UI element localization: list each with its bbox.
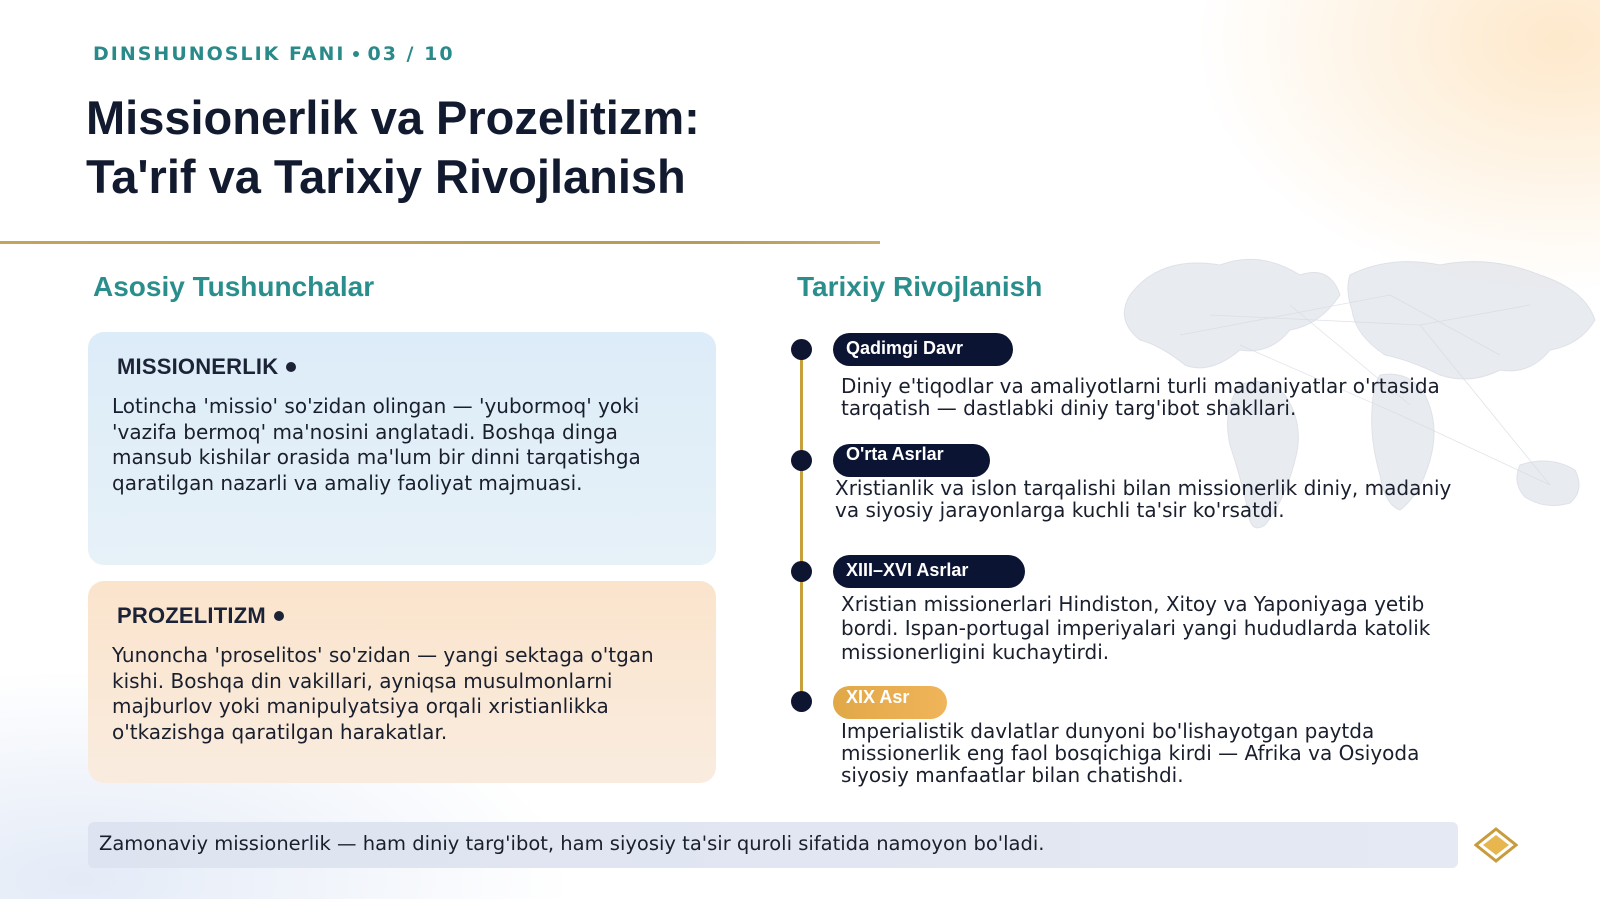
timeline-dot bbox=[791, 339, 812, 360]
title-line-1: Missionerlik va Prozelitizm: bbox=[86, 91, 700, 144]
timeline-label: XIX Asr bbox=[833, 686, 947, 719]
card-heading bbox=[117, 354, 692, 380]
timeline-label: XIII–XVI Asrlar bbox=[833, 555, 1025, 588]
timeline-text: Imperialistik davlatlar dunyoni bo'lishayotgan paytda missionerlik eng faol bosqichiga kirdi — Afrika va Osiyoda siyosiy manfaatlar bilan chatishdi. bbox=[841, 719, 1420, 787]
timeline-text: Diniy e'tiqodlar va amaliyotlarni turli madaniyatlar o'rtasida tarqatish — dastlabki diniy targ'ibot shakllari. bbox=[841, 374, 1440, 420]
slide-kicker bbox=[93, 43, 455, 65]
section-title-concepts: Asosiy Tushunchalar bbox=[93, 271, 375, 302]
timeline-text: Xristian missionerlari Hindiston, Xitoy va Yaponiyaga yetib bordi. Ispan-portugal imperiyalari yangi hududlarda katolik missionerligini kuchaytirdi. bbox=[841, 592, 1431, 664]
section-title-history: Tarixiy Rivojlanish bbox=[797, 271, 1043, 302]
card-heading bbox=[117, 603, 692, 629]
timeline-label: O'rta Asrlar bbox=[833, 444, 990, 477]
separator-dot bbox=[353, 51, 359, 57]
timeline-line bbox=[800, 348, 803, 703]
page-title bbox=[86, 88, 886, 206]
timeline-dot bbox=[791, 561, 812, 582]
card-body: Yunoncha 'proselitos' so'zidan — yangi sektaga o'tgan kishi. Boshqa din vakillari, ayniqsa musulmonlarni majburlov yoki manipulyatsiya orqali xristianlikka o'tkazishga qaratilgan harakatlar. bbox=[112, 643, 654, 744]
timeline-label: Qadimgi Davr bbox=[833, 333, 1013, 366]
concept-card-missionerlik bbox=[88, 332, 716, 565]
concept-card-prozelitizm bbox=[88, 581, 716, 783]
card-body: Lotincha 'missio' so'zidan olingan — 'yubormoq' yoki 'vazifa bermoq' ma'nosini anglatadi. Boshqa dinga mansub kishilar orasida ma'lum bir dinni tarqatishga qaratilgan nazarli va amaliy faoliyat majmuasi. bbox=[112, 394, 641, 495]
world-map-icon bbox=[1090, 235, 1600, 605]
card-heading-text: PROZELITIZM bbox=[117, 603, 266, 628]
bullet-dot bbox=[274, 611, 284, 621]
timeline-dot bbox=[791, 450, 812, 471]
timeline-dot bbox=[791, 691, 812, 712]
subject-label: DINSHUNOSLIK FANI bbox=[93, 43, 346, 65]
page-counter: 03 / 10 bbox=[367, 43, 455, 65]
timeline-text: Xristianlik va islon tarqalishi bilan missionerlik diniy, madaniy va siyosiy jarayonlarga kuchli ta'sir ko'rsatdi. bbox=[835, 476, 1452, 522]
title-line-2: Ta'rif va Tarixiy Rivojlanish bbox=[86, 150, 686, 203]
card-heading-text: MISSIONERLIK bbox=[117, 354, 279, 379]
footer-summary bbox=[88, 822, 1458, 868]
bullet-dot bbox=[286, 362, 296, 372]
gold-diamond-icon bbox=[1474, 827, 1518, 863]
title-divider bbox=[0, 241, 880, 244]
footer-text: Zamonaviy missionerlik — ham diniy targ'ibot, ham siyosiy ta'sir quroli sifatida namoyon bo'ladi. bbox=[99, 832, 1045, 855]
